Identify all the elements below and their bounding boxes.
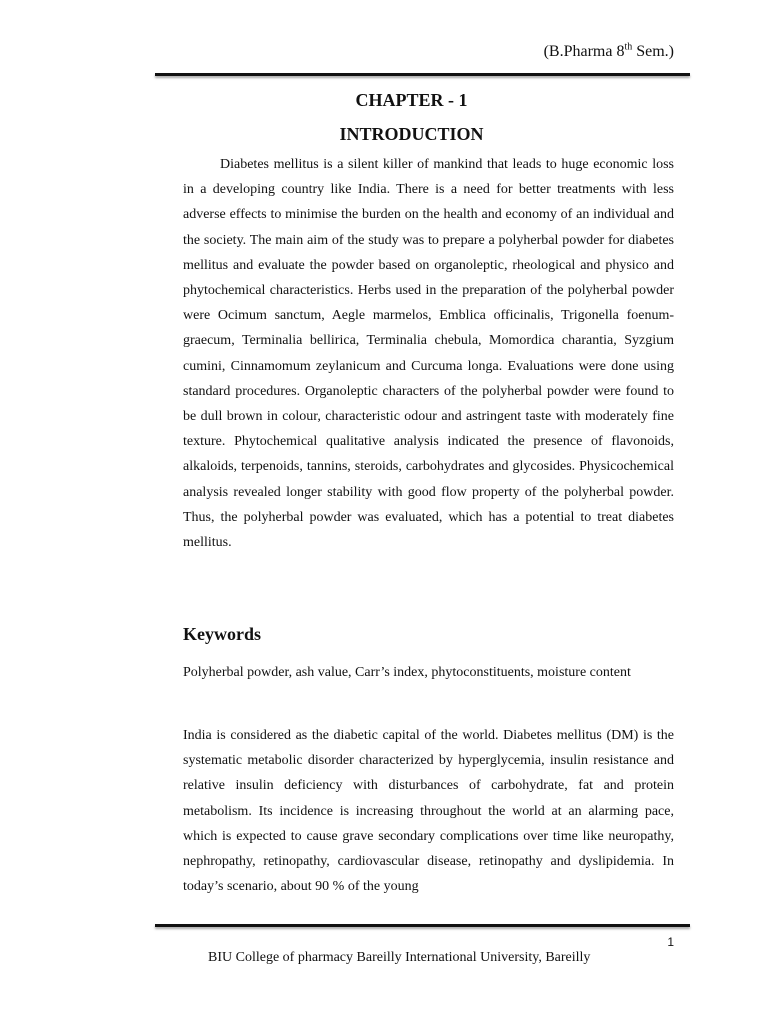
abstract-paragraph: Diabetes mellitus is a silent killer of mankind that leads to huge economic loss in a developing country like India. There is a need for better treatments with less adverse effects to minimise the burden on the health and economy of an individual and the society. The main aim of the study was to prepare a polyherbal powder for diabetes mellitus and evaluate the powder based on organoleptic, rheological and physico and phytochemical characteristics. Herbs used in the preparation of the polyherbal powder were Ocimum sanctum, Aegle marmelos, Emblica officinalis, Trigonella foenum-graecum, Terminalia bellirica, Terminalia chebula, Momordica charantia, Syzgium cumini, Cinnamomum zeylanicum and Curcuma longa. Evaluations were done using standard procedures. Organoleptic characters of the polyherbal powder were found to be dull brown in colour, characteristic odour and astringent taste with moderately fine texture. Phytochemical qualitative analysis indicated the presence of flavonoids, alkaloids, terpenoids, tannins, steroids, carbohydrates and glycosides. Physicochemical analysis revealed longer stability with good flow property of the polyherbal powder. Thus, the polyherbal powder was evaluated, which has a potential to treat diabetes mellitus. <box>183 157 674 551</box>
footer-rule <box>155 924 690 927</box>
header-rule <box>155 73 690 76</box>
chapter-title: INTRODUCTION <box>339 124 484 144</box>
chapter-label: CHAPTER - 1 <box>355 90 468 110</box>
introduction-paragraph: India is considered as the diabetic capital of the world. Diabetes mellitus (DM) is the systematic metabolic disorder characterized by hyperglycemia, insulin resistance and relative insulin deficiency with disturbances of carbohydrate, fat and protein metabolism. Its incidence is increasing throughout the world at an alarming pace, which is expected to cause grave secondary complications over time like neuropathy, nephropathy, retinopathy, cardiovascular disease, retinopathy and dyslipidemia. In today’s scenario, about 90 % of the young <box>183 728 674 895</box>
header-course-suffix: Sem.) <box>632 43 674 60</box>
header-course-superscript: th <box>624 41 633 53</box>
keywords-list: Polyherbal powder, ash value, Carr’s index, phytoconstituents, moisture content <box>183 665 631 680</box>
keywords-heading: Keywords <box>183 624 261 644</box>
running-header <box>544 41 674 63</box>
footer-institution: BIU College of pharmacy Bareilly International University, Bareilly <box>208 950 591 965</box>
page-number: 1 <box>667 935 674 949</box>
header-course-prefix: (B.Pharma 8 <box>543 43 625 60</box>
